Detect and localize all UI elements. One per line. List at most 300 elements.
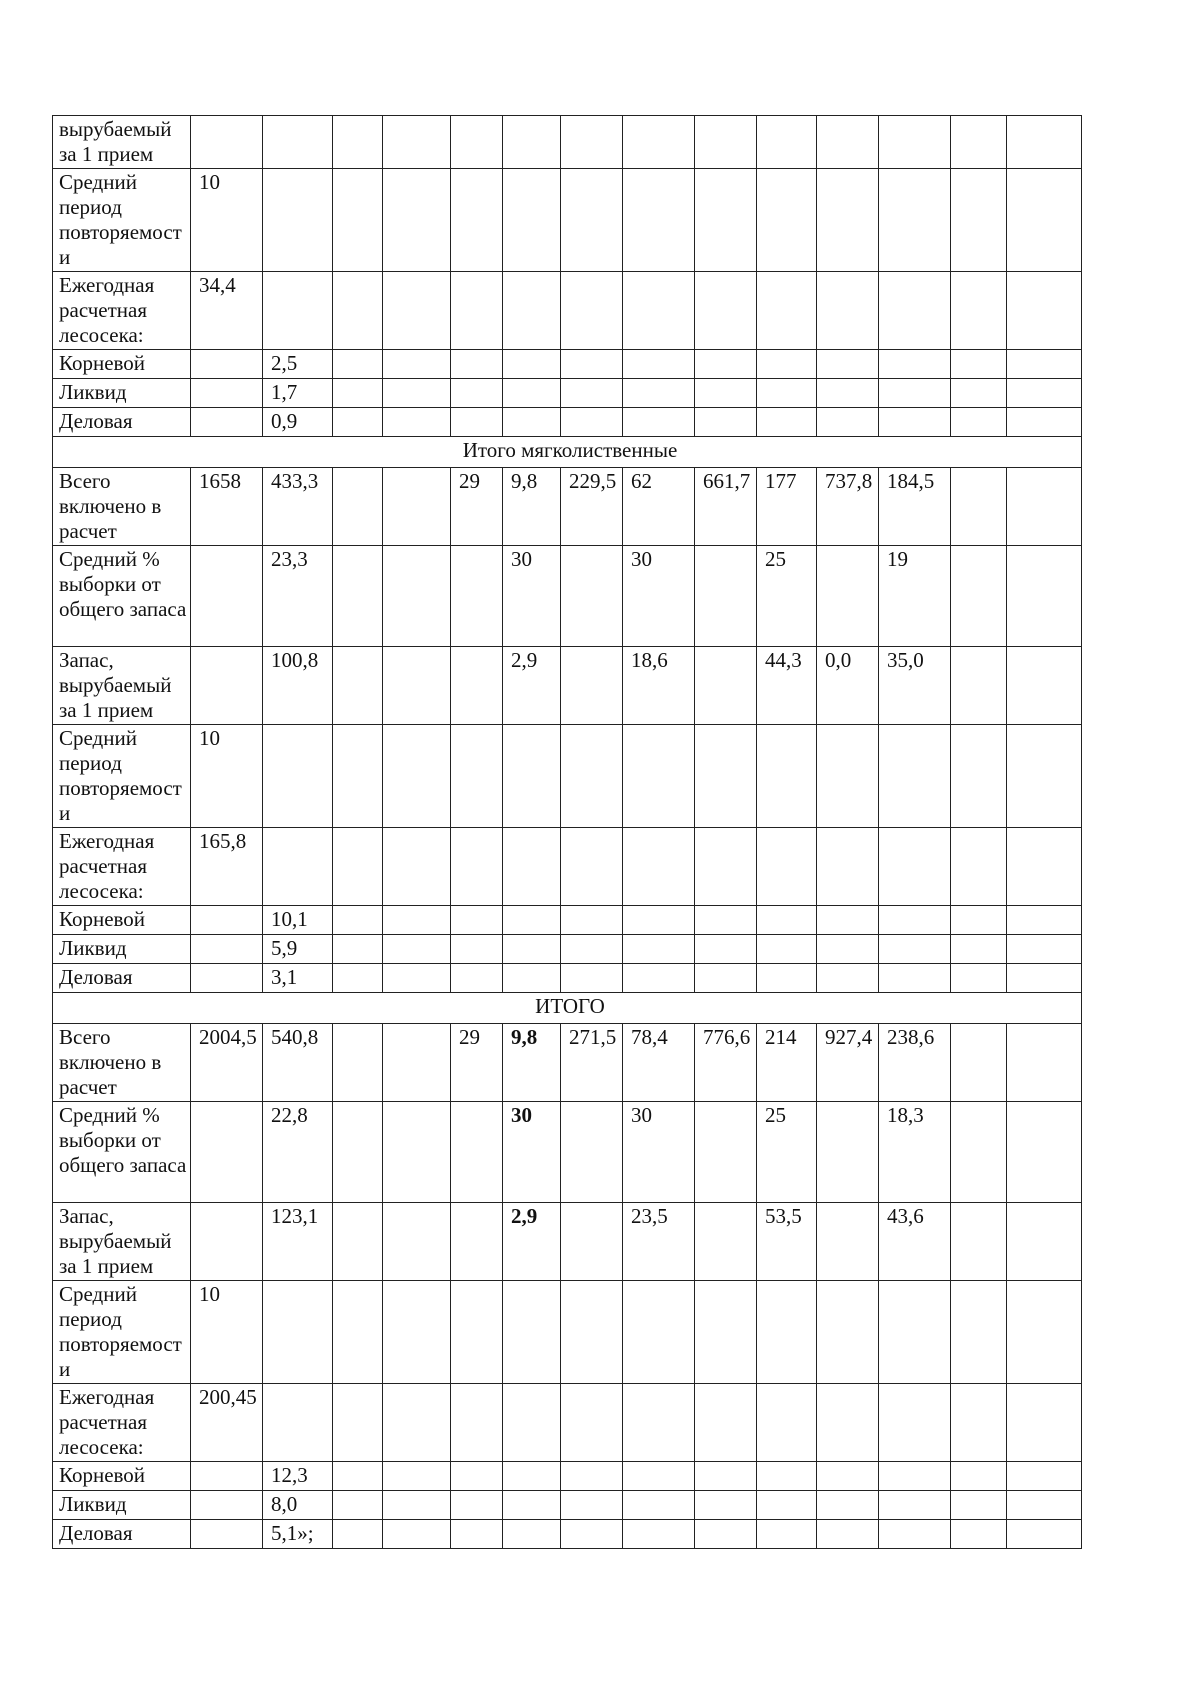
table-cell bbox=[695, 1281, 757, 1384]
table-cell bbox=[757, 379, 817, 408]
table-cell: 9,8 bbox=[503, 1024, 561, 1102]
table-cell bbox=[191, 379, 263, 408]
table-cell bbox=[817, 725, 879, 828]
table-cell bbox=[951, 1462, 1007, 1491]
table-cell bbox=[503, 964, 561, 993]
table-row bbox=[53, 116, 1082, 169]
table-cell bbox=[817, 964, 879, 993]
table-cell bbox=[817, 1520, 879, 1549]
table-cell bbox=[879, 1462, 951, 1491]
table-cell: 29 bbox=[451, 468, 503, 546]
table-cell bbox=[879, 935, 951, 964]
table-cell bbox=[333, 116, 383, 169]
row-label: Ликвид bbox=[53, 935, 191, 964]
row-label: Средний период повторяемости bbox=[53, 1281, 191, 1384]
table-cell bbox=[191, 906, 263, 935]
table-cell bbox=[1007, 906, 1082, 935]
table-cell: 177 bbox=[757, 468, 817, 546]
table-cell bbox=[383, 906, 451, 935]
table-cell bbox=[817, 1102, 879, 1203]
table-cell bbox=[263, 116, 333, 169]
table-cell bbox=[191, 116, 263, 169]
table-row bbox=[53, 1520, 1082, 1549]
table-cell bbox=[695, 964, 757, 993]
table-cell bbox=[561, 1281, 623, 1384]
table-cell bbox=[951, 725, 1007, 828]
table-cell bbox=[623, 169, 695, 272]
table-cell bbox=[951, 1520, 1007, 1549]
table-cell bbox=[1007, 1520, 1082, 1549]
table-cell bbox=[695, 906, 757, 935]
table-cell bbox=[191, 1462, 263, 1491]
table-row bbox=[53, 546, 1082, 647]
table-cell bbox=[879, 379, 951, 408]
table-cell: 25 bbox=[757, 546, 817, 647]
table-cell bbox=[561, 725, 623, 828]
table-cell bbox=[695, 828, 757, 906]
table-cell bbox=[561, 116, 623, 169]
table-cell bbox=[1007, 116, 1082, 169]
table-row bbox=[53, 828, 1082, 906]
table-row bbox=[53, 1102, 1082, 1203]
table-cell: 776,6 bbox=[695, 1024, 757, 1102]
table-cell bbox=[817, 935, 879, 964]
table-cell bbox=[383, 1384, 451, 1462]
table-row bbox=[53, 350, 1082, 379]
table-cell: 35,0 bbox=[879, 647, 951, 725]
table-cell bbox=[383, 964, 451, 993]
table-cell bbox=[561, 1384, 623, 1462]
table-cell bbox=[951, 906, 1007, 935]
table-cell bbox=[383, 725, 451, 828]
row-label: Запас, вырубаемый за 1 прием bbox=[53, 647, 191, 725]
table-cell bbox=[333, 169, 383, 272]
table-cell bbox=[561, 906, 623, 935]
table-cell bbox=[191, 546, 263, 647]
table-cell bbox=[191, 964, 263, 993]
table-cell: 12,3 bbox=[263, 1462, 333, 1491]
table-cell bbox=[1007, 1024, 1082, 1102]
table-cell bbox=[951, 272, 1007, 350]
table-cell bbox=[879, 1384, 951, 1462]
row-label: Деловая bbox=[53, 964, 191, 993]
table-cell bbox=[757, 1281, 817, 1384]
table-cell bbox=[451, 725, 503, 828]
table-cell bbox=[561, 1520, 623, 1549]
table-cell: 737,8 bbox=[817, 468, 879, 546]
table-cell bbox=[879, 1491, 951, 1520]
table-cell bbox=[333, 1281, 383, 1384]
table-cell bbox=[383, 1281, 451, 1384]
row-label: Деловая bbox=[53, 1520, 191, 1549]
row-label: Средний % выборки от общего запаса bbox=[53, 546, 191, 647]
table-cell bbox=[333, 647, 383, 725]
table-cell bbox=[1007, 1491, 1082, 1520]
table-cell bbox=[451, 350, 503, 379]
table-cell bbox=[695, 379, 757, 408]
table-cell: 229,5 bbox=[561, 468, 623, 546]
table-row bbox=[53, 906, 1082, 935]
table-cell bbox=[451, 1384, 503, 1462]
table-cell bbox=[757, 725, 817, 828]
table-cell bbox=[817, 1491, 879, 1520]
row-label: Корневой bbox=[53, 350, 191, 379]
table-cell bbox=[951, 169, 1007, 272]
table-row bbox=[53, 1203, 1082, 1281]
table-cell: 1,7 bbox=[263, 379, 333, 408]
table-cell bbox=[503, 935, 561, 964]
table-cell bbox=[695, 1384, 757, 1462]
table-cell bbox=[383, 1491, 451, 1520]
table-row bbox=[53, 379, 1082, 408]
table-cell bbox=[879, 828, 951, 906]
table-cell bbox=[503, 169, 561, 272]
table-cell: 184,5 bbox=[879, 468, 951, 546]
table-cell: 29 bbox=[451, 1024, 503, 1102]
table-cell: 23,5 bbox=[623, 1203, 695, 1281]
table-cell bbox=[879, 964, 951, 993]
table-cell bbox=[817, 116, 879, 169]
table-cell bbox=[451, 272, 503, 350]
table-cell: 5,1»; bbox=[263, 1520, 333, 1549]
table-cell bbox=[333, 935, 383, 964]
table-cell: 10,1 bbox=[263, 906, 333, 935]
table-cell bbox=[1007, 1102, 1082, 1203]
table-cell bbox=[1007, 546, 1082, 647]
table-cell bbox=[817, 828, 879, 906]
table-cell bbox=[191, 1203, 263, 1281]
table-cell bbox=[1007, 1462, 1082, 1491]
table-body bbox=[53, 116, 1082, 1549]
table-cell bbox=[451, 1520, 503, 1549]
table-cell bbox=[695, 169, 757, 272]
table-cell bbox=[383, 272, 451, 350]
table-cell bbox=[879, 1520, 951, 1549]
table-cell: 53,5 bbox=[757, 1203, 817, 1281]
table-cell: 22,8 bbox=[263, 1102, 333, 1203]
table-cell bbox=[383, 350, 451, 379]
row-label: Ежегодная расчетная лесосека: bbox=[53, 1384, 191, 1462]
row-label: Ежегодная расчетная лесосека: bbox=[53, 272, 191, 350]
table-cell bbox=[879, 350, 951, 379]
table-cell bbox=[333, 964, 383, 993]
table-cell bbox=[263, 1384, 333, 1462]
table-cell bbox=[333, 379, 383, 408]
table-cell bbox=[951, 379, 1007, 408]
table-cell bbox=[333, 272, 383, 350]
section-heading: Итого мягколиственные bbox=[53, 437, 1082, 468]
table-cell bbox=[879, 116, 951, 169]
table-cell bbox=[817, 379, 879, 408]
row-label: Корневой bbox=[53, 906, 191, 935]
row-label: Средний % выборки от общего запаса bbox=[53, 1102, 191, 1203]
section-row bbox=[53, 437, 1082, 468]
table-cell bbox=[951, 1102, 1007, 1203]
table-cell bbox=[757, 828, 817, 906]
table-row bbox=[53, 169, 1082, 272]
table-cell bbox=[695, 408, 757, 437]
table-cell: 30 bbox=[623, 546, 695, 647]
table-cell bbox=[623, 935, 695, 964]
table-cell bbox=[817, 546, 879, 647]
row-label: Ликвид bbox=[53, 379, 191, 408]
table-cell: 3,1 bbox=[263, 964, 333, 993]
table-cell bbox=[757, 1491, 817, 1520]
table-cell: 30 bbox=[623, 1102, 695, 1203]
table-cell bbox=[817, 350, 879, 379]
table-cell bbox=[817, 1462, 879, 1491]
table-cell bbox=[951, 546, 1007, 647]
table-cell bbox=[561, 1102, 623, 1203]
table-cell bbox=[383, 408, 451, 437]
table-cell bbox=[383, 828, 451, 906]
table-cell bbox=[383, 379, 451, 408]
table-cell: 18,3 bbox=[879, 1102, 951, 1203]
table-cell: 0,9 bbox=[263, 408, 333, 437]
table-cell bbox=[503, 1520, 561, 1549]
table-cell bbox=[561, 546, 623, 647]
table-cell bbox=[623, 272, 695, 350]
table-cell bbox=[1007, 1203, 1082, 1281]
table-cell bbox=[503, 1384, 561, 1462]
section-heading: ИТОГО bbox=[53, 993, 1082, 1024]
table-cell bbox=[879, 169, 951, 272]
table-cell: 23,3 bbox=[263, 546, 333, 647]
table-row bbox=[53, 964, 1082, 993]
table-cell bbox=[695, 1520, 757, 1549]
table-cell bbox=[191, 350, 263, 379]
table-cell bbox=[757, 116, 817, 169]
table-cell bbox=[817, 272, 879, 350]
table-cell bbox=[383, 468, 451, 546]
table-cell bbox=[383, 1462, 451, 1491]
table-cell bbox=[879, 272, 951, 350]
table-cell bbox=[191, 1102, 263, 1203]
table-cell bbox=[817, 906, 879, 935]
table-cell: 43,6 bbox=[879, 1203, 951, 1281]
table-cell bbox=[1007, 647, 1082, 725]
table-cell bbox=[561, 1491, 623, 1520]
table-cell bbox=[1007, 408, 1082, 437]
table-cell bbox=[695, 1203, 757, 1281]
table-cell bbox=[383, 546, 451, 647]
table-cell bbox=[503, 1462, 561, 1491]
table-cell bbox=[623, 1384, 695, 1462]
table-cell bbox=[263, 1281, 333, 1384]
table-cell bbox=[1007, 350, 1082, 379]
table-cell bbox=[503, 725, 561, 828]
table-row bbox=[53, 647, 1082, 725]
table-cell bbox=[951, 468, 1007, 546]
table-cell bbox=[951, 1384, 1007, 1462]
row-label: Корневой bbox=[53, 1462, 191, 1491]
table-cell bbox=[451, 964, 503, 993]
table-cell bbox=[561, 379, 623, 408]
table-cell: 10 bbox=[191, 169, 263, 272]
table-cell bbox=[383, 116, 451, 169]
table-cell bbox=[695, 647, 757, 725]
table-cell bbox=[879, 1281, 951, 1384]
table-cell: 165,8 bbox=[191, 828, 263, 906]
row-label: Всего включено в расчет bbox=[53, 1024, 191, 1102]
table-cell bbox=[503, 272, 561, 350]
table-cell bbox=[333, 1491, 383, 1520]
table-cell bbox=[623, 964, 695, 993]
table-cell: 30 bbox=[503, 546, 561, 647]
table-cell bbox=[757, 350, 817, 379]
table-row bbox=[53, 1384, 1082, 1462]
table-cell bbox=[561, 828, 623, 906]
table-cell bbox=[451, 1491, 503, 1520]
table-cell bbox=[333, 408, 383, 437]
table-cell bbox=[623, 1491, 695, 1520]
table-cell bbox=[263, 169, 333, 272]
table-cell bbox=[503, 906, 561, 935]
table-cell bbox=[263, 725, 333, 828]
row-label: Ежегодная расчетная лесосека: bbox=[53, 828, 191, 906]
table-cell bbox=[191, 935, 263, 964]
table-cell bbox=[191, 647, 263, 725]
table-row bbox=[53, 725, 1082, 828]
table-cell bbox=[1007, 468, 1082, 546]
table-cell: 1658 bbox=[191, 468, 263, 546]
table-cell bbox=[333, 725, 383, 828]
table-cell bbox=[451, 906, 503, 935]
table-cell bbox=[623, 1462, 695, 1491]
table-cell bbox=[383, 1102, 451, 1203]
table-cell: 123,1 bbox=[263, 1203, 333, 1281]
table-cell bbox=[451, 1281, 503, 1384]
table-cell bbox=[757, 169, 817, 272]
table-row bbox=[53, 935, 1082, 964]
table-cell: 10 bbox=[191, 1281, 263, 1384]
table-cell bbox=[817, 1281, 879, 1384]
table-cell bbox=[451, 169, 503, 272]
table-cell bbox=[757, 1384, 817, 1462]
table-cell bbox=[623, 906, 695, 935]
table-row bbox=[53, 468, 1082, 546]
table-cell bbox=[951, 1203, 1007, 1281]
table-cell bbox=[503, 408, 561, 437]
table-cell bbox=[757, 1520, 817, 1549]
table-cell bbox=[451, 1102, 503, 1203]
table-cell bbox=[757, 408, 817, 437]
table-cell: 2004,5 bbox=[191, 1024, 263, 1102]
table-cell bbox=[383, 1520, 451, 1549]
table-cell bbox=[451, 546, 503, 647]
table-cell bbox=[695, 1491, 757, 1520]
table-cell bbox=[561, 272, 623, 350]
table-cell bbox=[561, 1203, 623, 1281]
table-cell bbox=[333, 468, 383, 546]
table-cell bbox=[623, 725, 695, 828]
table-cell bbox=[383, 1203, 451, 1281]
table-cell bbox=[757, 964, 817, 993]
table-cell bbox=[951, 116, 1007, 169]
table-cell bbox=[263, 828, 333, 906]
row-label: Ликвид bbox=[53, 1491, 191, 1520]
table-cell bbox=[333, 1462, 383, 1491]
table-cell: 927,4 bbox=[817, 1024, 879, 1102]
table-cell bbox=[1007, 272, 1082, 350]
table-cell bbox=[757, 1462, 817, 1491]
table-cell bbox=[451, 828, 503, 906]
table-cell bbox=[817, 169, 879, 272]
table-cell bbox=[451, 1462, 503, 1491]
table-cell bbox=[623, 350, 695, 379]
table-cell bbox=[951, 647, 1007, 725]
table-cell bbox=[951, 350, 1007, 379]
table-cell bbox=[333, 350, 383, 379]
table-cell bbox=[451, 935, 503, 964]
table-row bbox=[53, 1462, 1082, 1491]
table-cell bbox=[817, 408, 879, 437]
table-cell bbox=[757, 935, 817, 964]
table-cell bbox=[1007, 828, 1082, 906]
row-label: Средний период повторяемости bbox=[53, 169, 191, 272]
table-cell bbox=[333, 1520, 383, 1549]
table-cell: 100,8 bbox=[263, 647, 333, 725]
table-cell: 8,0 bbox=[263, 1491, 333, 1520]
table-row bbox=[53, 1024, 1082, 1102]
table-cell bbox=[561, 169, 623, 272]
table-cell bbox=[503, 350, 561, 379]
table-cell bbox=[695, 350, 757, 379]
row-label: Деловая bbox=[53, 408, 191, 437]
table-cell: 2,5 bbox=[263, 350, 333, 379]
table-cell bbox=[951, 828, 1007, 906]
row-label: Средний период повторяемости bbox=[53, 725, 191, 828]
table-cell bbox=[1007, 379, 1082, 408]
table-cell bbox=[1007, 964, 1082, 993]
table-cell bbox=[879, 906, 951, 935]
table-cell bbox=[695, 116, 757, 169]
table-cell bbox=[951, 1024, 1007, 1102]
table-cell bbox=[333, 828, 383, 906]
table-cell bbox=[695, 725, 757, 828]
table-cell bbox=[695, 935, 757, 964]
table-cell bbox=[451, 116, 503, 169]
table-cell bbox=[333, 1203, 383, 1281]
table-cell bbox=[695, 546, 757, 647]
table-cell bbox=[623, 1520, 695, 1549]
table-cell bbox=[757, 906, 817, 935]
table-cell: 2,9 bbox=[503, 647, 561, 725]
table-cell: 25 bbox=[757, 1102, 817, 1203]
table-cell bbox=[451, 408, 503, 437]
table-cell bbox=[561, 408, 623, 437]
table-cell bbox=[333, 1024, 383, 1102]
table-cell: 238,6 bbox=[879, 1024, 951, 1102]
table-cell bbox=[503, 1491, 561, 1520]
table-cell bbox=[503, 828, 561, 906]
table-cell bbox=[623, 379, 695, 408]
table-cell bbox=[951, 964, 1007, 993]
table-cell bbox=[383, 1024, 451, 1102]
table-cell bbox=[817, 1203, 879, 1281]
row-label: вырубаемый за 1 прием bbox=[53, 116, 191, 169]
table-cell: 62 bbox=[623, 468, 695, 546]
table-cell: 540,8 bbox=[263, 1024, 333, 1102]
table-cell: 214 bbox=[757, 1024, 817, 1102]
table-cell bbox=[879, 725, 951, 828]
table-cell: 9,8 bbox=[503, 468, 561, 546]
table-cell bbox=[1007, 725, 1082, 828]
table-cell bbox=[951, 1491, 1007, 1520]
table-cell bbox=[333, 906, 383, 935]
table-cell: 34,4 bbox=[191, 272, 263, 350]
table-cell bbox=[561, 350, 623, 379]
